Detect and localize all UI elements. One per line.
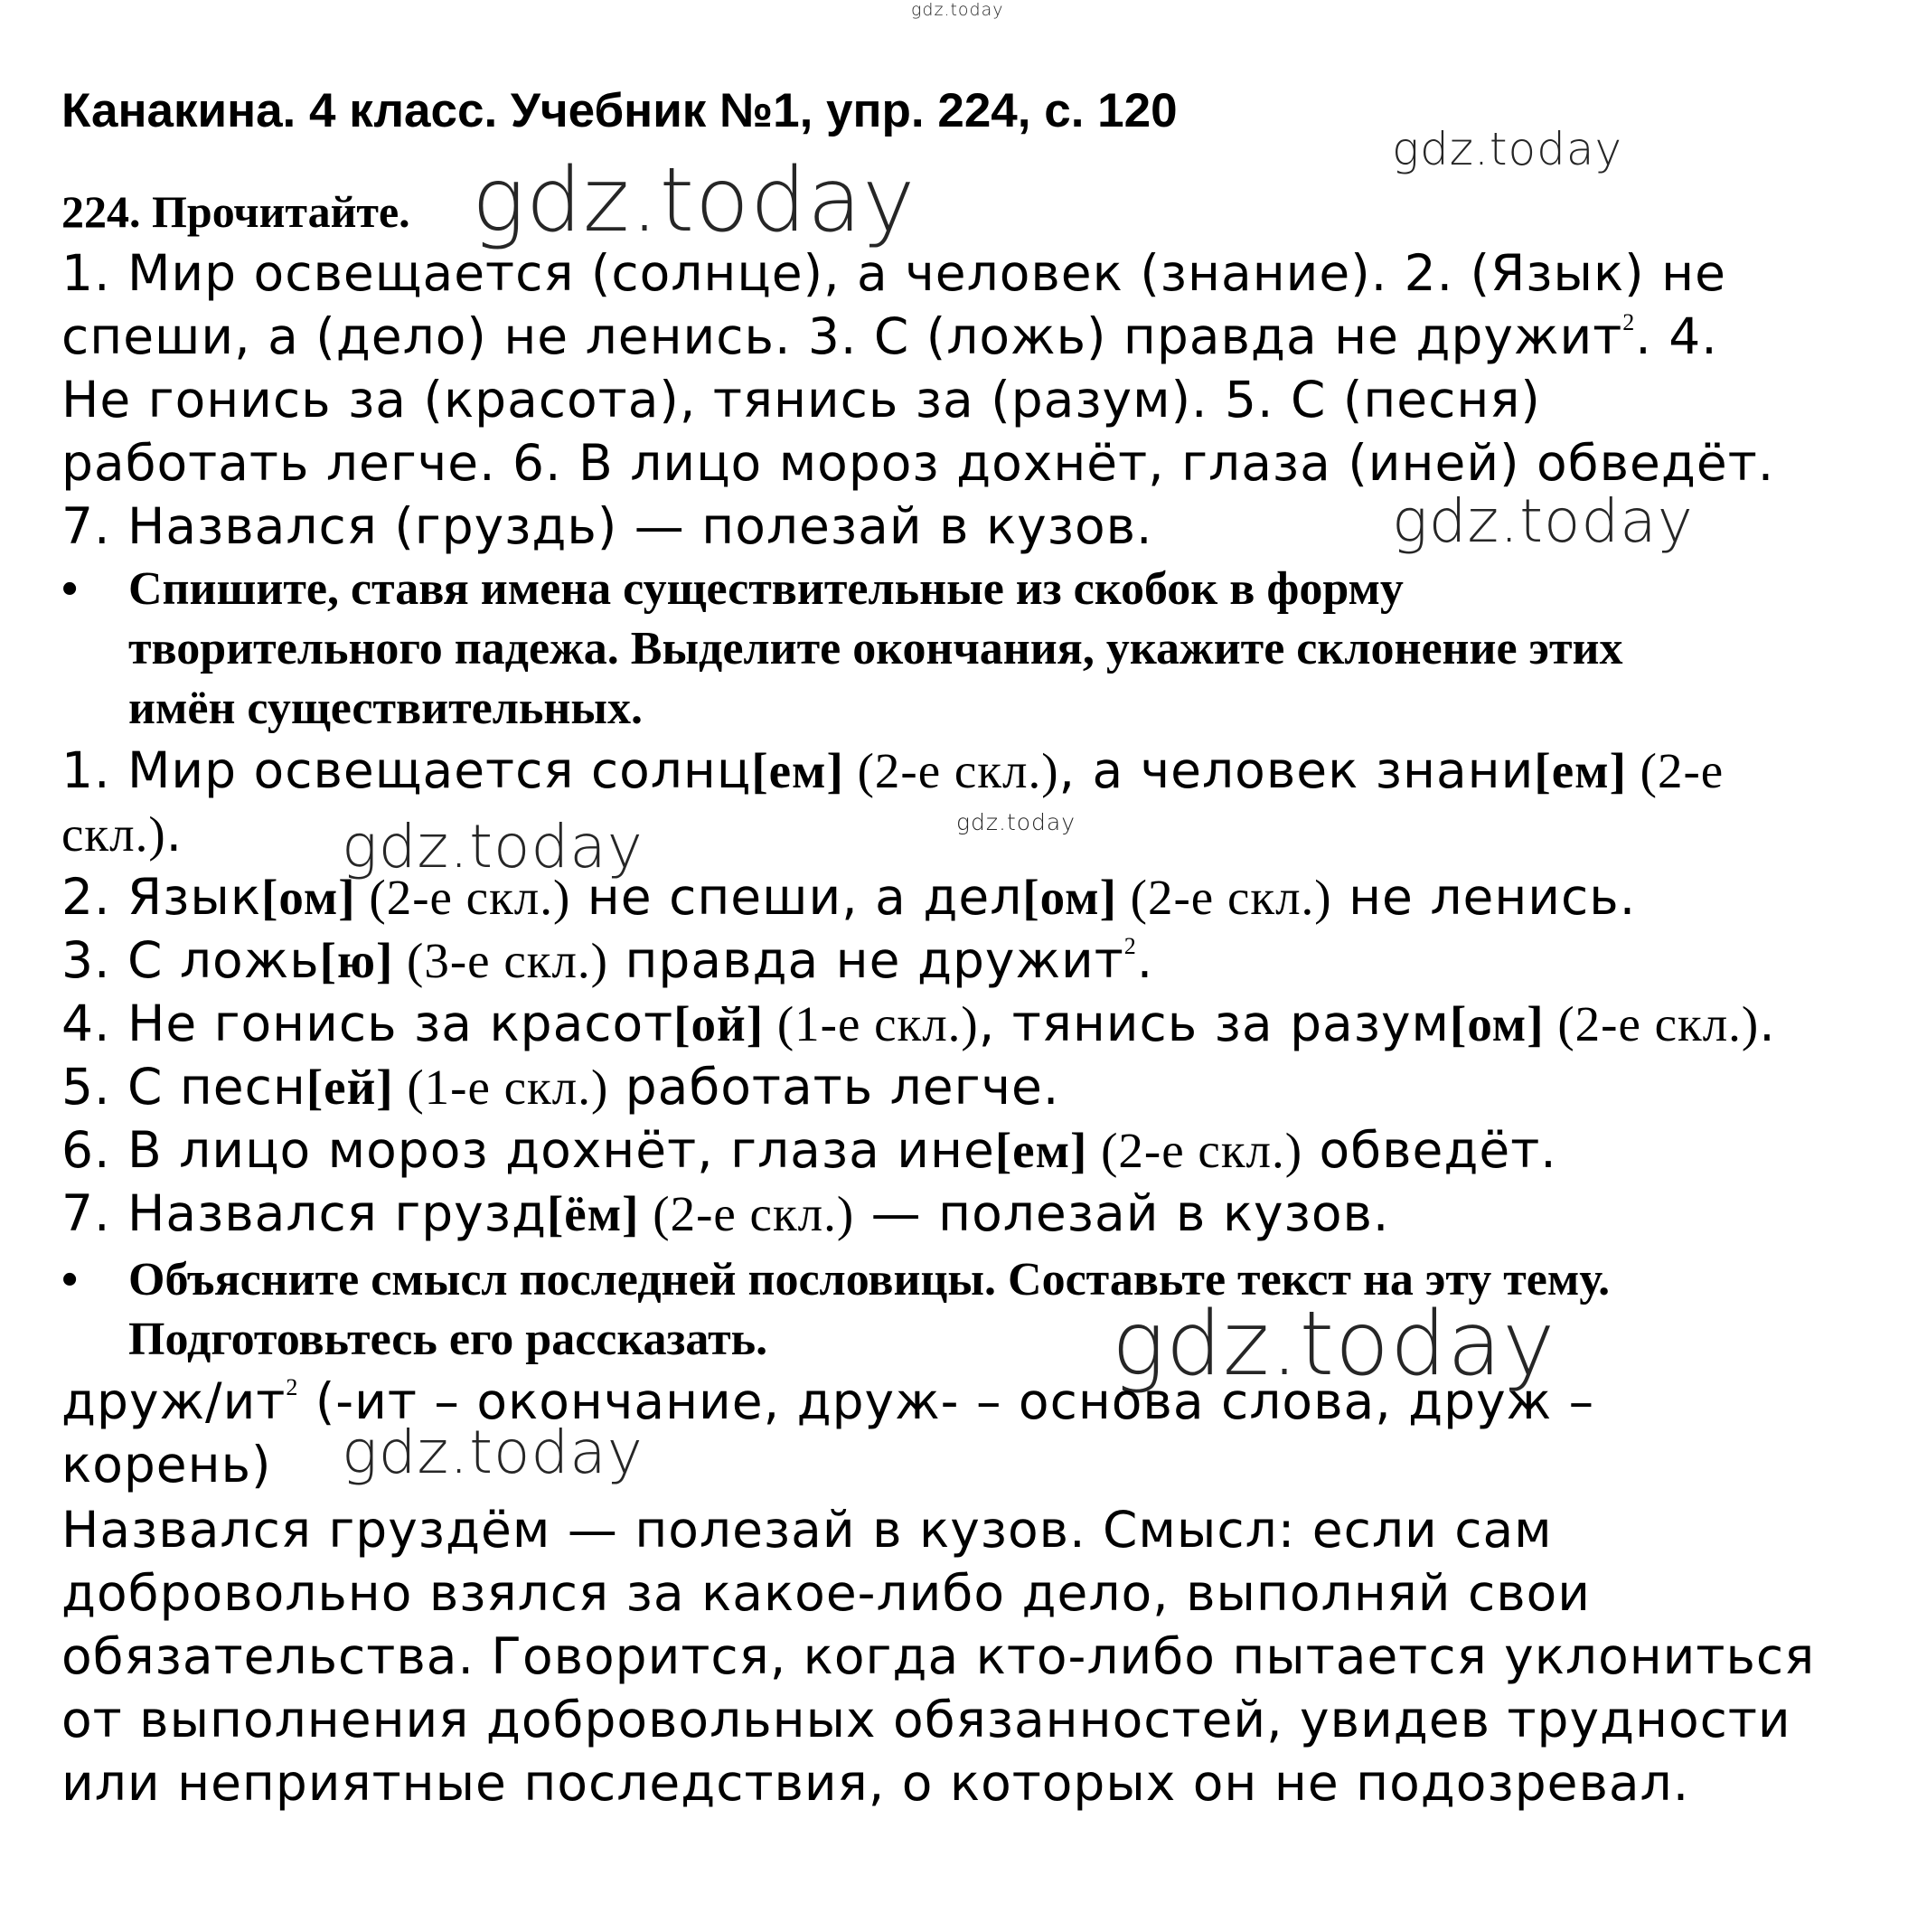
declension-note: (2-е скл.) [639,1186,855,1241]
answer-line-5: 5. С песн[ей] (1-е скл.) работать легче. [61,1058,1060,1116]
page-title: Канакина. 4 класс. Учебник №1, упр. 224, с. 120 [61,84,1178,137]
bullet-icon: • [61,563,79,615]
declension-note: (1-е скл.) [393,1060,609,1115]
answer-line-7: 7. Назвался грузд[ём] (2-е скл.) — полезай в кузов. [61,1184,1390,1242]
declension-note: (2-е скл.) [1544,996,1760,1051]
watermark: gdz.today [911,0,1004,20]
declension-note: (2-е скл.) [1116,870,1332,925]
watermark: gdz.today [1392,123,1623,175]
ending: [ем] [1534,743,1627,798]
declension-note: (2-е [1626,743,1725,798]
explanation-line: добровольно взялся за какое-либо дело, выполняй свои [61,1564,1592,1622]
task-instruction: • Спишите, ставя имена существительные из скобок в форму [61,563,1404,615]
exercise-text-line: спеши, а (дело) не ленись. 3. С (ложь) правда не дружит$^2$. 4. [61,307,1718,365]
task-instruction: • Объясните смысл последней пословицы. Составьте текст на эту тему. [61,1254,1611,1305]
declension-note: (2-е скл.) [843,743,1059,798]
answer-line-4: 4. Не гонись за красот[ой] (1-е скл.), тянись за разум[ом] (2-е скл.). [61,994,1776,1052]
ending: [ем] [994,1123,1088,1178]
ending: [ем] [751,743,844,798]
declension-note: (1-е скл.) [764,996,979,1051]
exercise-heading: 224. Прочитайте. [61,186,410,237]
explanation-line: обязательства. Говорится, когда кто-либо пытается уклониться [61,1627,1816,1685]
watermark: gdz.today [1392,486,1694,556]
ending: [ом] [1022,870,1117,925]
bullet-icon: • [61,1254,79,1305]
task-instruction-line: имён существительных. [128,683,643,734]
exercise-text-line: 7. Назвался (груздь) — полезай в кузов. [61,497,1153,555]
explanation-line: или неприятные последствия, о которых он не подозревал. [61,1754,1690,1812]
ending: [ём] [546,1186,640,1241]
ending: [ю] [319,933,394,988]
watermark: gdz.today [342,1418,644,1487]
superscript-mark: 2 [1622,309,1636,335]
watermark: gdz.today [1112,1293,1556,1396]
exercise-text-line: работать легче. 6. В лицо мороз дохнёт, глаза (иней) обведёт. [61,434,1775,492]
declension-note: (3-е скл.) [393,933,608,988]
explanation-line: Назвался груздём — полезай в кузов. Смысл: если сам [61,1501,1553,1559]
declension-note: (2-е скл.) [355,870,571,925]
answer-line-2: 2. Язык[ом] (2-е скл.) не спеши, а дел[ом] (2-е скл.) не ленись. [61,868,1637,926]
ending: [ей] [305,1060,394,1115]
superscript-mark: 2 [1123,933,1137,959]
task-instruction-line: Подготовьтесь его рассказать. [128,1314,768,1365]
explanation-line: от выполнения добровольных обязанностей, увидев трудности [61,1691,1791,1748]
watermark: gdz.today [956,809,1076,835]
superscript-mark: 2 [286,1374,299,1400]
watermark: gdz.today [342,812,644,881]
ending: [ой] [673,996,765,1051]
ending: [ом] [1450,996,1545,1051]
answer-line-1-cont: скл.). [61,805,183,862]
exercise-text-line: Не гонись за (красота), тянись за (разум). 5. С (песня) [61,371,1541,429]
watermark: gdz.today [472,149,916,252]
task-instruction-line: творительного падежа. Выделите окончания, укажите склонение этих [128,623,1623,674]
ending: [ом] [261,870,356,925]
answer-line-6: 6. В лицо мороз дохнёт, глаза ине[ем] (2-е скл.) обведёт. [61,1121,1557,1179]
morphology-line: друж/$ит^2$ (-ит – окончание, друж- – основа слова, друж – [61,1372,1595,1430]
answer-line-3: 3. С ложь[ю] (3-е скл.) правда не дружит$^2$. [61,931,1154,989]
answer-line-1: 1. Мир освещается солнц[ем] (2-е скл.), а человек знани[ем] (2-е [61,741,1725,799]
declension-note: (2-е скл.) [1087,1123,1303,1178]
exercise-text-line: 1. Мир освещается (солнце), а человек (знание). 2. (Язык) не [61,244,1726,302]
morphology-line-cont: корень) [61,1436,272,1494]
